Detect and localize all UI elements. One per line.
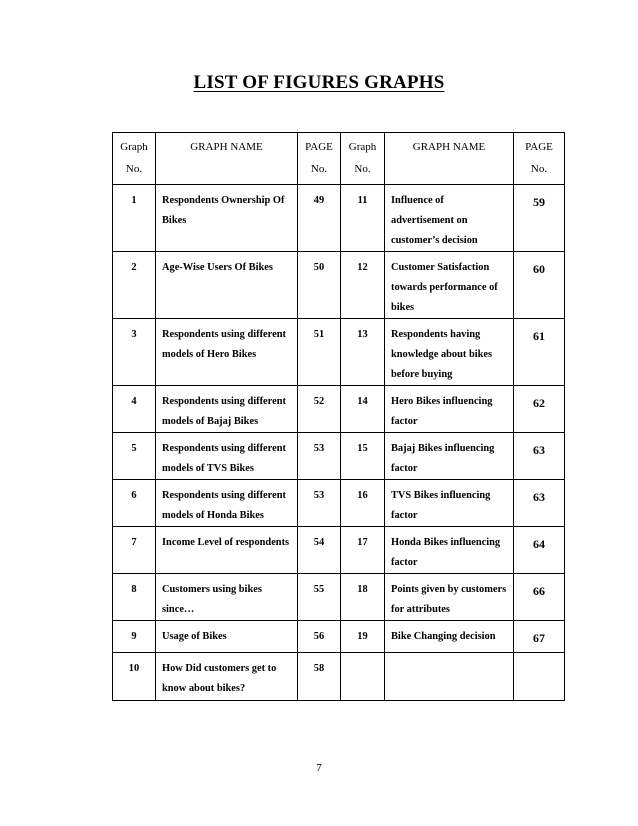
page-number: 7 — [316, 762, 322, 774]
page-number-cell: 54 — [298, 527, 341, 574]
table-row — [113, 527, 565, 574]
graph-number-cell: 14 — [341, 386, 385, 433]
graph-number-cell: 10 — [113, 653, 156, 701]
page-number-cell: 56 — [298, 621, 341, 653]
graph-name-cell: Respondents using different models of TVS Bikes — [156, 433, 298, 480]
graph-name-cell: Customers using bikes since… — [156, 574, 298, 621]
header-graph-no: Graph No. — [113, 133, 156, 185]
graph-name-cell: Bajaj Bikes influencing factor — [385, 433, 514, 480]
graph-number-cell: 2 — [113, 252, 156, 319]
graph-name-cell: Respondents having knowledge about bikes before buying — [385, 319, 514, 386]
graph-number-cell: 13 — [341, 319, 385, 386]
page-number-cell: 49 — [298, 185, 341, 252]
graph-number-cell: 18 — [341, 574, 385, 621]
graph-number-cell: 19 — [341, 621, 385, 653]
page-number-cell: 59 — [514, 185, 565, 252]
header-page-no: PAGE No. — [514, 133, 565, 185]
graph-name-cell: Customer Satisfaction towards performance of bikes — [385, 252, 514, 319]
graph-name-cell: Age-Wise Users Of Bikes — [156, 252, 298, 319]
graph-number-cell: 6 — [113, 480, 156, 527]
header-graph-no: Graph No. — [341, 133, 385, 185]
page-number-cell: 52 — [298, 386, 341, 433]
graph-number-cell: 17 — [341, 527, 385, 574]
graph-number-cell: 4 — [113, 386, 156, 433]
page-number-cell: 58 — [298, 653, 341, 701]
page-number-cell: 61 — [514, 319, 565, 386]
header-graph-name: GRAPH NAME — [385, 133, 514, 185]
graph-name-cell: Respondents using different models of Bajaj Bikes — [156, 386, 298, 433]
page-number-cell: 53 — [298, 433, 341, 480]
graph-number-cell: 15 — [341, 433, 385, 480]
graph-name-cell: TVS Bikes influencing factor — [385, 480, 514, 527]
page-number-cell: 55 — [298, 574, 341, 621]
header-page-no: PAGE No. — [298, 133, 341, 185]
graph-number-cell: 1 — [113, 185, 156, 252]
page-number-cell: 67 — [514, 621, 565, 653]
table-row — [113, 574, 565, 621]
graph-number-cell: 16 — [341, 480, 385, 527]
graph-number-cell: 8 — [113, 574, 156, 621]
page-number-cell: 63 — [514, 480, 565, 527]
graph-name-cell: Points given by customers for attributes — [385, 574, 514, 621]
table-row — [113, 653, 565, 701]
page-number-cell: 63 — [514, 433, 565, 480]
page-number-cell: 50 — [298, 252, 341, 319]
graph-name-cell: How Did customers get to know about bikes? — [156, 653, 298, 701]
graph-number-cell: 9 — [113, 621, 156, 653]
graph-name-cell: Hero Bikes influencing factor — [385, 386, 514, 433]
graph-number-cell: 7 — [113, 527, 156, 574]
graph-name-cell: Respondents Ownership Of Bikes — [156, 185, 298, 252]
figures-table — [112, 132, 565, 701]
graph-name-cell: Respondents using different models of Honda Bikes — [156, 480, 298, 527]
page-number-cell: 53 — [298, 480, 341, 527]
table-row — [113, 185, 565, 252]
graph-number-cell: 11 — [341, 185, 385, 252]
page-number-cell: 60 — [514, 252, 565, 319]
table-header-row — [113, 133, 565, 185]
graph-name-cell: Usage of Bikes — [156, 621, 298, 653]
graph-name-cell: Honda Bikes influencing factor — [385, 527, 514, 574]
page-number-cell: 62 — [514, 386, 565, 433]
page-number-cell: 64 — [514, 527, 565, 574]
table-row — [113, 252, 565, 319]
graph-name-cell: Income Level of respondents — [156, 527, 298, 574]
header-graph-name: GRAPH NAME — [156, 133, 298, 185]
page-title: LIST OF FIGURES GRAPHS — [193, 72, 445, 93]
graph-name-cell — [385, 653, 514, 701]
graph-name-cell: Respondents using different models of Hero Bikes — [156, 319, 298, 386]
table-row — [113, 319, 565, 386]
table-row — [113, 621, 565, 653]
graph-number-cell: 5 — [113, 433, 156, 480]
graph-number-cell: 12 — [341, 252, 385, 319]
graph-number-cell: 3 — [113, 319, 156, 386]
graph-name-cell: Bike Changing decision — [385, 621, 514, 653]
table-row — [113, 386, 565, 433]
page-number-cell — [514, 653, 565, 701]
graph-number-cell — [341, 653, 385, 701]
graph-name-cell: Influence of advertisement on customer’s decision — [385, 185, 514, 252]
table-row — [113, 480, 565, 527]
table-row — [113, 433, 565, 480]
page-number-cell: 66 — [514, 574, 565, 621]
page-number-cell: 51 — [298, 319, 341, 386]
